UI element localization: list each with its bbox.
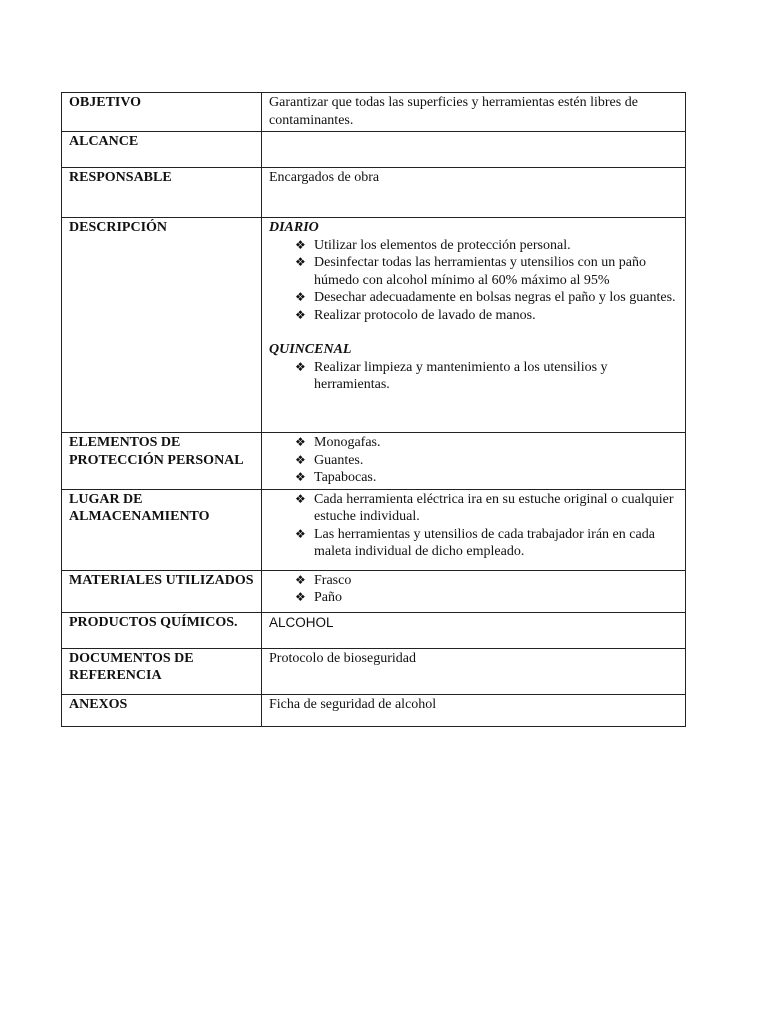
row-anexos bbox=[62, 694, 686, 726]
row-materiales bbox=[62, 570, 686, 612]
label-elementos: ELEMENTOS DE PROTECCIÓN PERSONAL bbox=[62, 433, 262, 490]
row-elementos bbox=[62, 433, 686, 490]
list-item: ❖ Cada herramienta eléctrica ira en su estuche original o cualquier estuche individual. bbox=[295, 491, 679, 526]
label-objetivo: OBJETIVO bbox=[62, 93, 262, 132]
value-productos: ALCOHOL bbox=[262, 612, 686, 648]
value-alcance bbox=[262, 132, 686, 168]
list-item: ❖ Tapabocas. bbox=[295, 469, 679, 487]
value-lugar bbox=[262, 489, 686, 570]
label-materiales: MATERIALES UTILIZADOS bbox=[62, 570, 262, 612]
list-elementos bbox=[269, 434, 679, 487]
row-documentos bbox=[62, 648, 686, 694]
list-item: ❖ Desinfectar todas las herramientas y utensilios con un paño húmedo con alcohol mínimo al 60% máximo al 95% bbox=[295, 254, 679, 289]
list-item: ❖ Utilizar los elementos de protección personal. bbox=[295, 237, 679, 255]
row-lugar bbox=[62, 489, 686, 570]
list-item: ❖ Guantes. bbox=[295, 452, 679, 470]
label-anexos: ANEXOS bbox=[62, 694, 262, 726]
row-responsable bbox=[62, 168, 686, 218]
label-descripcion: DESCRIPCIÓN bbox=[62, 218, 262, 433]
row-objetivo bbox=[62, 93, 686, 132]
subheading-quincenal: QUINCENAL bbox=[269, 342, 352, 357]
list-item: ❖ Realizar limpieza y mantenimiento a los utensilios y herramientas. bbox=[295, 359, 679, 394]
list-lugar bbox=[269, 491, 679, 561]
procedure-table bbox=[61, 92, 686, 727]
list-item: ❖ Frasco bbox=[295, 572, 679, 590]
list-item: ❖ Paño bbox=[295, 589, 679, 607]
value-elementos bbox=[262, 433, 686, 490]
list-item: ❖ Realizar protocolo de lavado de manos. bbox=[295, 307, 679, 325]
subheading-diario: DIARIO bbox=[269, 220, 319, 235]
list-item: ❖ Desechar adecuadamente en bolsas negras el paño y los guantes. bbox=[295, 289, 679, 307]
list-diario bbox=[269, 237, 679, 325]
list-item: ❖ Las herramientas y utensilios de cada trabajador irán en cada maleta individual de dicho empleado. bbox=[295, 526, 679, 561]
value-descripcion bbox=[262, 218, 686, 433]
value-responsable: Encargados de obra bbox=[262, 168, 686, 218]
value-anexos: Ficha de seguridad de alcohol bbox=[262, 694, 686, 726]
row-descripcion bbox=[62, 218, 686, 433]
value-objetivo: Garantizar que todas las superficies y herramientas estén libres de contaminantes. bbox=[262, 93, 686, 132]
label-alcance: ALCANCE bbox=[62, 132, 262, 168]
label-productos: PRODUCTOS QUÍMICOS. bbox=[62, 612, 262, 648]
list-quincenal bbox=[269, 359, 679, 394]
label-responsable: RESPONSABLE bbox=[62, 168, 262, 218]
row-alcance bbox=[62, 132, 686, 168]
label-documentos: DOCUMENTOS DE REFERENCIA bbox=[62, 648, 262, 694]
value-materiales bbox=[262, 570, 686, 612]
value-documentos: Protocolo de bioseguridad bbox=[262, 648, 686, 694]
list-item: ❖ Monogafas. bbox=[295, 434, 679, 452]
list-materiales bbox=[269, 572, 679, 607]
row-productos bbox=[62, 612, 686, 648]
label-lugar: LUGAR DE ALMACENAMIENTO bbox=[62, 489, 262, 570]
